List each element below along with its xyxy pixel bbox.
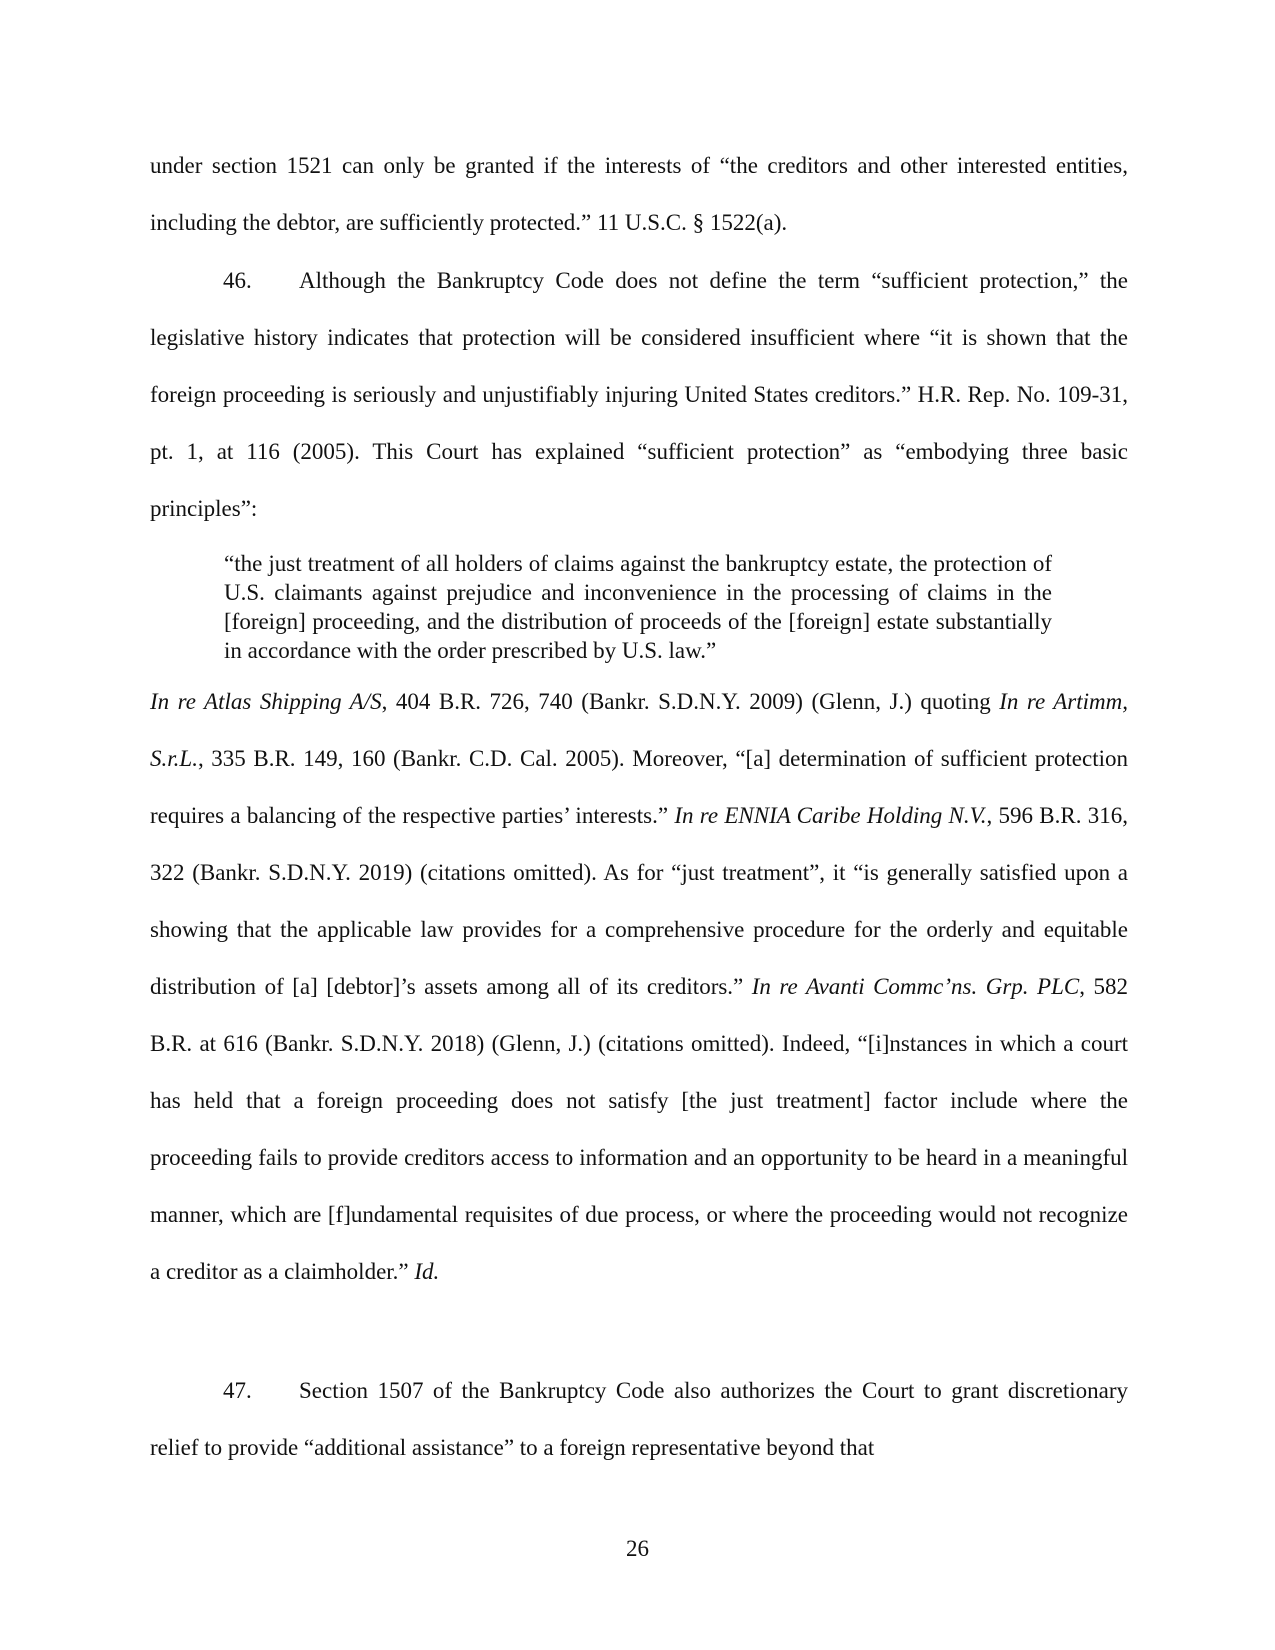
case-citation: In re Avanti Commc’ns. Grp. PLC bbox=[751, 974, 1080, 999]
paragraph-text: , 404 B.R. 726, 740 (Bankr. S.D.N.Y. 2009) (Glenn, J.) quoting bbox=[381, 689, 1000, 714]
case-citation: In re Atlas Shipping A/S bbox=[150, 689, 382, 714]
paragraph-47 bbox=[150, 1362, 1128, 1476]
case-citation: Id. bbox=[414, 1259, 440, 1284]
paragraph-text: , 582 B.R. at 616 (Bankr. S.D.N.Y. 2018) (Glenn, J.) (citations omitted). Indeed, “[i]nstances in which a court has held that a foreign proceeding does not satisfy [the just treatment] factor include where the proceeding fails to provide creditors access to information and an opportunity to be heard in a meaningful manner, which are [f]undamental requisites of due process, or where the proceeding would not recognize a creditor as a claimholder.” bbox=[150, 974, 1128, 1284]
paragraph-text: Although the Bankruptcy Code does not define the term “sufficient protection,” the legislative history indicates that protection will be considered insufficient where “it is shown that the foreign proceeding is seriously and unjustifiably injuring United States creditors.” H.R. Rep. No. 109-31, pt. 1, at 116 (2005). This Court has explained “sufficient protection” as “embodying three basic principles”: bbox=[150, 268, 1128, 521]
paragraph-number: 46. bbox=[223, 268, 252, 293]
paragraph-text: , 335 B.R. 149, 160 (Bankr. C.D. Cal. 2005). Moreover, “[a] determination of sufficient protection requires a balancing of the respective parties’ interests.” bbox=[150, 746, 1128, 828]
paragraph-text: , 596 B.R. 316, 322 (Bankr. S.D.N.Y. 2019) (citations omitted). As for “just treatment”, it “is generally satisfied upon a showing that the applicable law provides for a comprehensive procedure for the orderly and equitable distribution of [a] [debtor]’s assets among all of its creditors.” bbox=[150, 803, 1128, 999]
paragraph-46 bbox=[150, 252, 1128, 537]
paragraph-continued-top bbox=[150, 137, 1128, 251]
paragraph-citations bbox=[150, 673, 1128, 1300]
page-number: 26 bbox=[626, 1536, 649, 1561]
block-quote-text: “the just treatment of all holders of claims against the bankruptcy estate, the protection of U.S. claimants against prejudice and inconvenience in the processing of claims in the [foreign] proceeding, and the distribution of proceeds of the [foreign] estate substantially in accordance with the order prescribed by U.S. law.” bbox=[224, 551, 1052, 663]
paragraph-text: Section 1507 of the Bankruptcy Code also authorizes the Court to grant discretionary relief to provide “additional assistance” to a foreign representative beyond that bbox=[150, 1378, 1128, 1460]
paragraph-number: 47. bbox=[223, 1378, 252, 1403]
paragraph-text: under section 1521 can only be granted if the interests of “the creditors and other interested entities, including the debtor, are sufficiently protected.” 11 U.S.C. § 1522(a). bbox=[150, 153, 1128, 235]
case-citation: In re Artimm, S.r.L. bbox=[150, 689, 1128, 771]
case-citation: In re ENNIA Caribe Holding N.V. bbox=[674, 803, 987, 828]
block-quote bbox=[224, 549, 1052, 665]
